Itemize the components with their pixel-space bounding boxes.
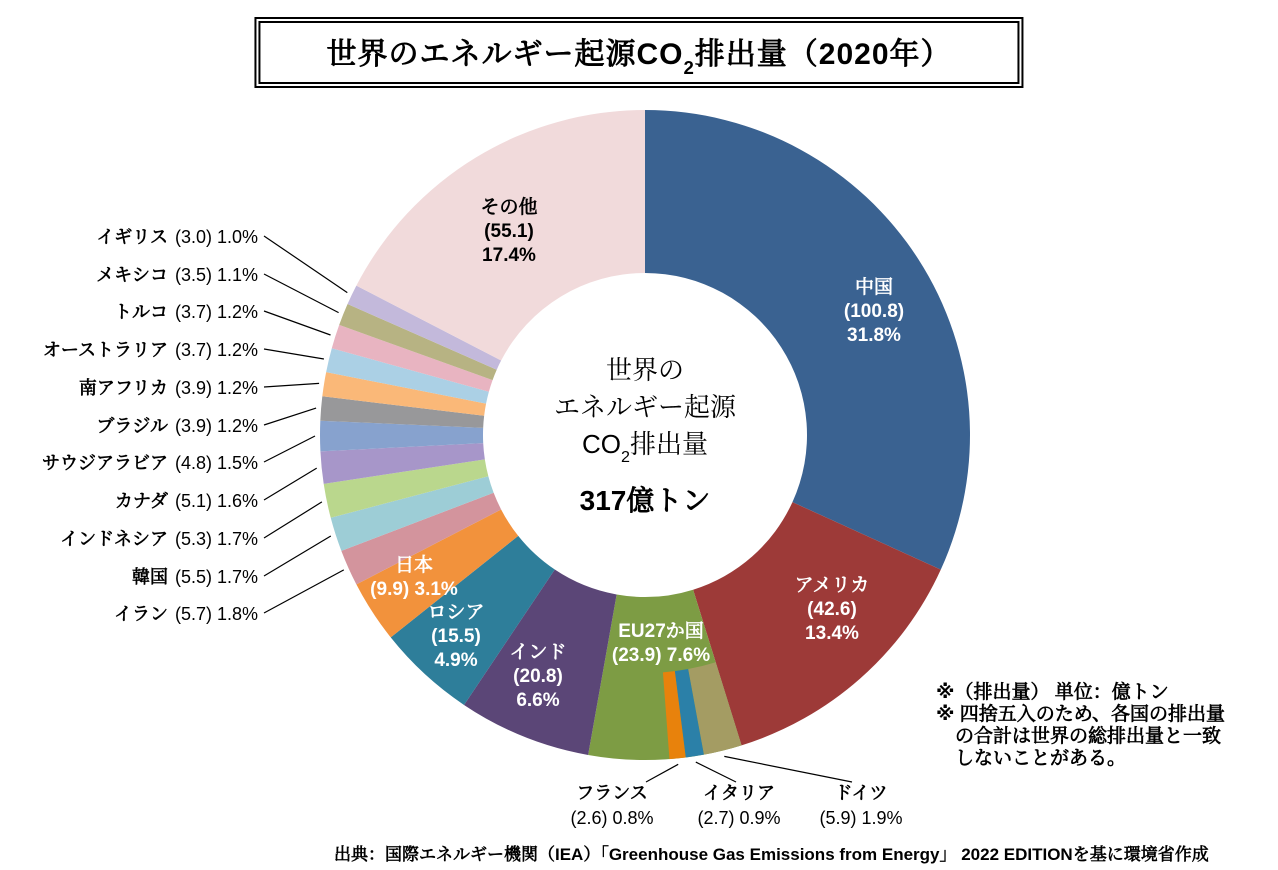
center-line-2: エネルギー起源 xyxy=(553,392,737,422)
callout-italy-value: (2.7) 0.9% xyxy=(697,808,781,828)
callout-saudiarabia-value: (4.8) 1.5% xyxy=(174,453,258,473)
center-total-value: 317億トン xyxy=(579,485,711,517)
callout-southafrica xyxy=(79,374,258,400)
footnotes xyxy=(936,682,1225,770)
callout-brazil-name: ブラジル xyxy=(96,416,168,436)
slice-label-russia xyxy=(427,601,484,673)
center-line-1: 世界の xyxy=(605,355,685,385)
callout-iran-value: (5.7) 1.8% xyxy=(174,604,258,624)
leader-line-インドネシア xyxy=(264,502,322,538)
center-line-3 xyxy=(554,426,736,473)
callout-turkey-value: (3.7) 1.2% xyxy=(174,302,258,322)
leader-line-イギリス xyxy=(264,236,347,293)
callout-australia xyxy=(43,336,258,362)
slice-label-eu-value: (23.9) 7.6% xyxy=(611,645,711,666)
slice-label-russia-value: (15.5) xyxy=(431,626,481,647)
slice-label-india-value: (20.8) xyxy=(513,666,563,687)
callout-germany xyxy=(819,781,902,831)
slice-label-russia-pct: 4.9% xyxy=(434,650,478,671)
callout-turkey xyxy=(114,298,258,324)
donut-center-label xyxy=(554,352,736,519)
callout-canada xyxy=(115,487,258,513)
slice-label-russia-name: ロシア xyxy=(427,602,485,623)
callout-korea xyxy=(132,563,258,589)
slice-label-china xyxy=(844,276,904,348)
slice-label-usa xyxy=(795,574,870,646)
callout-mexico-value: (3.5) 1.1% xyxy=(174,265,258,285)
slice-label-japan xyxy=(370,554,458,602)
leader-line-韓国 xyxy=(264,536,331,576)
callout-iran-name: イラン xyxy=(113,604,168,624)
slice-label-china-pct: 31.8% xyxy=(847,325,901,346)
slice-label-china-name: 中国 xyxy=(854,277,894,298)
callout-italy xyxy=(697,781,780,831)
callout-iran xyxy=(114,600,258,626)
callout-turkey-name: トルコ xyxy=(113,302,168,322)
chart-title-text-2: 排出量（2020年） xyxy=(694,38,952,71)
slice-label-india-name: インド xyxy=(509,642,567,663)
callout-germany-value: (5.9) 1.9% xyxy=(819,808,903,828)
callout-uk xyxy=(96,223,258,249)
callout-australia-value: (3.7) 1.2% xyxy=(174,340,258,360)
center-line-3-post: 排出量 xyxy=(629,429,708,459)
callout-korea-name: 韓国 xyxy=(131,567,168,587)
footnote-unit: ※（排出量） 単位：億トン xyxy=(936,682,1169,703)
callout-brazil xyxy=(96,412,258,438)
slice-label-eu xyxy=(612,620,710,668)
slice-label-others-pct: 17.4% xyxy=(482,245,536,266)
callout-mexico xyxy=(96,261,258,287)
source-attribution: 出典：国際エネルギー機関（IEA）「Greenhouse Gas Emissions from Energy」 2022 EDITIONを基に環境省作成 xyxy=(334,845,1209,864)
callout-mexico-name: メキシコ xyxy=(96,265,168,285)
slice-label-usa-pct: 13.4% xyxy=(805,623,859,644)
leader-line-フランス xyxy=(646,764,678,782)
callout-uk-value: (3.0) 1.0% xyxy=(174,227,258,247)
chart-title-subscript: 2 xyxy=(683,57,695,79)
callout-canada-name: カナダ xyxy=(114,491,168,511)
leader-line-サウジアラビア xyxy=(264,436,315,462)
chart-title-text: 世界のエネルギー起源CO xyxy=(326,38,684,71)
leader-line-南アフリカ xyxy=(264,383,319,387)
leader-line-イタリア xyxy=(696,762,736,782)
callout-australia-name: オーストラリア xyxy=(42,340,168,360)
leader-line-カナダ xyxy=(264,468,317,500)
callout-southafrica-value: (3.9) 1.2% xyxy=(174,378,258,398)
slice-label-usa-name: アメリカ xyxy=(794,575,870,596)
callout-uk-name: イギリス xyxy=(96,227,168,247)
center-line-3-pre: CO xyxy=(582,429,622,459)
slice-label-others-value: (55.1) xyxy=(484,221,534,242)
callout-france-value: (2.6) 0.8% xyxy=(570,808,654,828)
slice-label-japan-name: 日本 xyxy=(394,555,433,576)
slice-label-india-pct: 6.6% xyxy=(516,690,560,711)
leader-line-トルコ xyxy=(264,311,331,335)
center-line-3-subscript: 2 xyxy=(621,448,630,467)
slice-label-china-value: (100.8) xyxy=(843,301,905,322)
callout-indonesia-value: (5.3) 1.7% xyxy=(174,529,258,549)
callout-korea-value: (5.5) 1.7% xyxy=(174,567,258,587)
callout-indonesia xyxy=(60,525,258,551)
callout-southafrica-name: 南アフリカ xyxy=(78,378,168,398)
footnote-rounding-1: ※ 四捨五入のため、各国の排出量 xyxy=(936,704,1225,725)
callout-germany-name: ドイツ xyxy=(834,783,888,803)
callout-canada-value: (5.1) 1.6% xyxy=(174,491,258,511)
callout-saudiarabia xyxy=(42,449,258,475)
slice-label-others-name: その他 xyxy=(480,197,538,218)
leader-line-オーストラリア xyxy=(264,349,324,359)
slice-label-japan-value: (9.9) 3.1% xyxy=(370,579,458,600)
leader-line-ブラジル xyxy=(264,408,316,425)
footnote-rounding-3: しないことがある。 xyxy=(936,748,1127,769)
callout-italy-name: イタリア xyxy=(702,783,775,803)
slice-label-usa-value: (42.6) xyxy=(807,599,857,620)
leader-line-イラン xyxy=(264,570,344,613)
leader-line-ドイツ xyxy=(724,756,852,782)
callout-brazil-value: (3.9) 1.2% xyxy=(174,416,258,436)
callout-france-name: フランス xyxy=(576,783,648,803)
callout-indonesia-name: インドネシア xyxy=(60,529,168,549)
slice-label-india xyxy=(509,641,566,713)
slice-label-others xyxy=(480,196,537,268)
callout-france xyxy=(570,781,653,831)
footnote-rounding-2: の合計は世界の総排出量と一致 xyxy=(936,726,1222,747)
callout-saudiarabia-name: サウジアラビア xyxy=(41,453,168,473)
slice-label-eu-name: EU27か国 xyxy=(618,621,704,642)
